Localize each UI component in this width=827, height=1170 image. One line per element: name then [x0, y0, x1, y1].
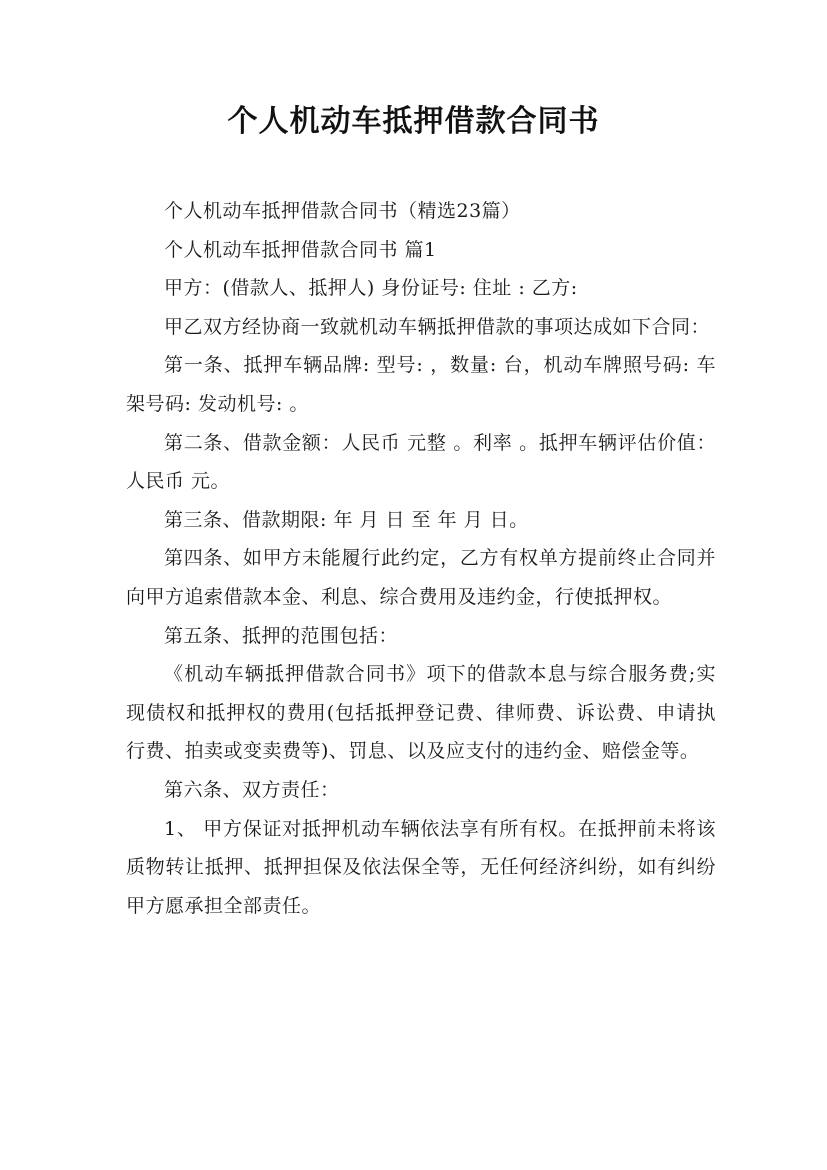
paragraph-article-2: 第二条、借款金额：人民币 元整 。利率 。抵押车辆评估价值：人民币 元。: [126, 431, 716, 493]
paragraph-article-5-scope: 《机动车辆抵押借款合同书》项下的借款本息与综合服务费;实现债权和抵押权的费用(包括抵押登记费、律师费、诉讼费、申请执行费、拍卖或变卖费等)、罚息、以及应支付的违约金、赔偿金等。: [126, 663, 716, 763]
paragraph-article-1: 第一条、抵押车辆品牌: 型号: ，数量: 台，机动车牌照号码: 车架号码: 发动机号: 。: [126, 354, 716, 415]
document-title: 个人机动车抵押借款合同书: [227, 104, 600, 139]
paragraph-article-5: 第五条、抵押的范围包括：: [164, 624, 399, 647]
document-body: [126, 192, 716, 925]
paragraph-parties: 甲方：(借款人、抵押人) 身份证号: 住址 : 乙方:: [164, 277, 578, 300]
paragraph-article-4: 第四条、如甲方未能履行此约定，乙方有权单方提前终止合同并向甲方追索借款本金、利息、综合费用及违约金，行使抵押权。: [126, 547, 716, 608]
paragraph-article-3: 第三条、借款期限: 年 月 日 至 年 月 日。: [164, 508, 529, 531]
paragraph-agreement-intro: 甲乙双方经协商一致就机动车辆抵押借款的事项达成如下合同：: [164, 315, 711, 338]
paragraph-article-6: 第六条、双方责任：: [164, 778, 340, 801]
paragraph-article-6-item-1: 1、 甲方保证对抵押机动车辆依法享有所有权。在抵押前未将该质物转让抵押、抵押担保及依法保全等，无任何经济纠纷，如有纠纷甲方愿承担全部责任。: [126, 817, 716, 917]
paragraph-subtitle: 个人机动车抵押借款合同书（精选23篇）: [164, 200, 521, 222]
paragraph-section-heading: 个人机动车抵押借款合同书 篇1: [164, 238, 437, 261]
